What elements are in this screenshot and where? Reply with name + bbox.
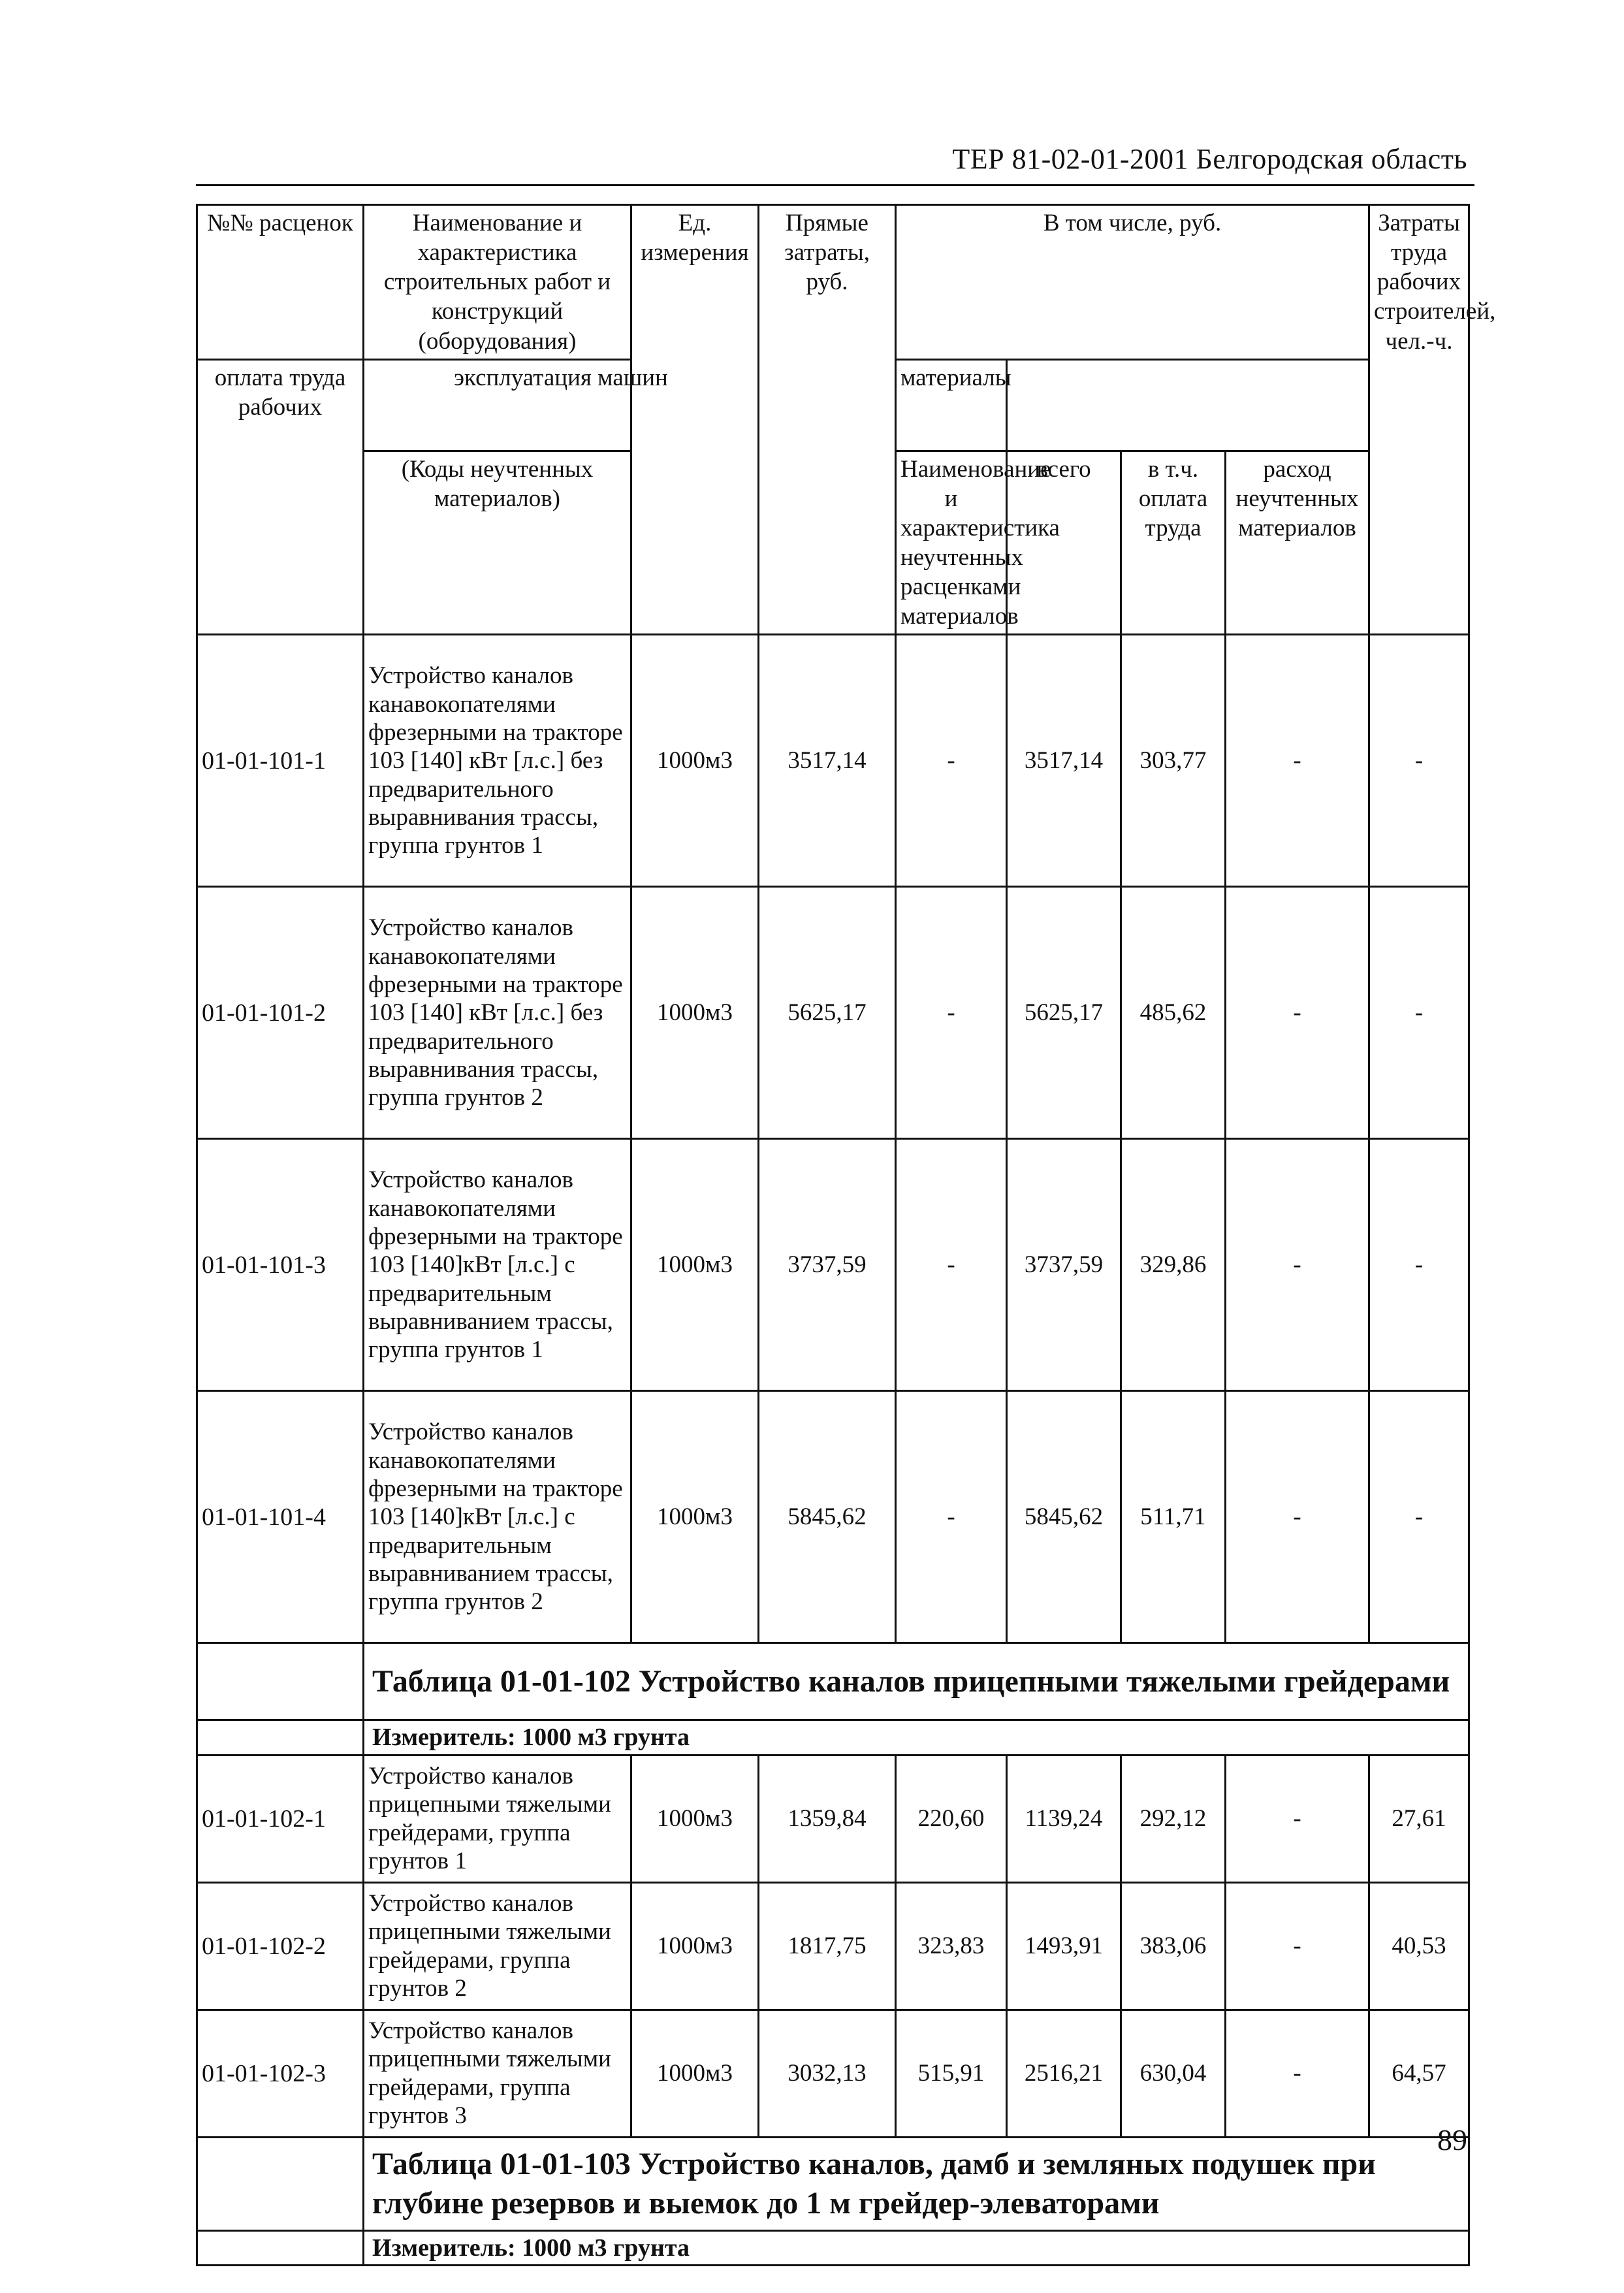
- materials: -: [1226, 1391, 1369, 1643]
- header-uncounted-codes: (Коды неучтенных материалов): [364, 451, 631, 635]
- machines-total: 5845,62: [1007, 1391, 1121, 1643]
- machines-labor: 383,06: [1121, 1882, 1226, 2010]
- direct-costs: 1817,75: [759, 1882, 896, 2010]
- rate-code: 01-01-102-1: [197, 1755, 364, 1882]
- labor-pay: 323,83: [896, 1882, 1007, 2010]
- unit: 1000м3: [631, 1882, 759, 2010]
- materials: -: [1226, 635, 1369, 887]
- table-row: [197, 1755, 1469, 1882]
- direct-costs: 3737,59: [759, 1139, 896, 1391]
- labor-hours: 40,53: [1369, 1882, 1469, 2010]
- unit: 1000м3: [631, 1755, 759, 1882]
- header-name: Наименование и характеристика строительных работ и конструкций (оборудования): [364, 205, 631, 360]
- header-rule: [196, 184, 1474, 186]
- labor-hours: 27,61: [1369, 1755, 1469, 1882]
- work-name: Устройство каналов прицепными тяжелыми грейдерами, группа грунтов 2: [364, 1882, 631, 2010]
- section-measure-102: Измеритель: 1000 м3 грунта: [364, 1720, 1469, 1755]
- labor-pay: -: [896, 1139, 1007, 1391]
- header-machines-labor: в т.ч. оплата труда: [1121, 451, 1226, 635]
- rates-table: [196, 204, 1496, 2266]
- table-row: [197, 1882, 1469, 2010]
- machines-labor: 303,77: [1121, 635, 1226, 887]
- unit: 1000м3: [631, 635, 759, 887]
- section-title-103: Таблица 01-01-103 Устройство каналов, дамб и земляных подушек при глубине резервов и выемок до 1 м грейдер-элеваторами: [364, 2137, 1469, 2230]
- rate-code: 01-01-101-1: [197, 635, 364, 887]
- machines-labor: 511,71: [1121, 1391, 1226, 1643]
- table-row: [197, 1139, 1469, 1391]
- work-name: Устройство каналов канавокопателями фрезерными на тракторе 103 [140]кВт [л.с.] с предварительным выравниванием трассы, группа грунтов 1: [364, 1139, 631, 1391]
- labor-pay: 515,91: [896, 2010, 1007, 2137]
- labor-hours: -: [1369, 1391, 1469, 1643]
- unit: 1000м3: [631, 2010, 759, 2137]
- header-materials: материалы: [896, 359, 1007, 451]
- header-unit: Ед. измерения: [631, 205, 759, 635]
- unit: 1000м3: [631, 887, 759, 1139]
- rate-code: 01-01-102-3: [197, 2010, 364, 2137]
- header-code: №№ расценок: [197, 205, 364, 360]
- materials: -: [1226, 1139, 1369, 1391]
- work-name: Устройство каналов канавокопателями фрезерными на тракторе 103 [140] кВт [л.с.] без предварительного выравнивания трассы, группа грунтов 1: [364, 635, 631, 887]
- direct-costs: 5845,62: [759, 1391, 896, 1643]
- machines-labor: 485,62: [1121, 887, 1226, 1139]
- work-name: Устройство каналов канавокопателями фрезерными на тракторе 103 [140] кВт [л.с.] без предварительного выравнивания трассы, группа грунтов 2: [364, 887, 631, 1139]
- header-including: В том числе, руб.: [896, 205, 1369, 360]
- table-row: [197, 2010, 1469, 2137]
- section-code-blank: [197, 1643, 364, 1720]
- machines-total: 5625,17: [1007, 887, 1121, 1139]
- labor-hours: -: [1369, 1139, 1469, 1391]
- direct-costs: 3517,14: [759, 635, 896, 887]
- machines-total: 3517,14: [1007, 635, 1121, 887]
- header-machines: эксплуатация машин: [364, 359, 759, 451]
- page-number: 89: [1437, 2123, 1467, 2157]
- page-header-title: ТЕР 81-02-01-2001 Белгородская область: [952, 143, 1467, 175]
- rate-code: 01-01-101-4: [197, 1391, 364, 1643]
- unit: 1000м3: [631, 1391, 759, 1643]
- table-row: [197, 887, 1469, 1139]
- section-code-blank: [197, 2137, 364, 2230]
- machines-total: 1139,24: [1007, 1755, 1121, 1882]
- machines-total: 1493,91: [1007, 1882, 1121, 2010]
- header-machines-total: всего: [1007, 451, 1121, 635]
- header-labor-hours: Затраты труда рабочих строителей, чел.-ч.: [1369, 205, 1469, 635]
- section-measure-103: Измеритель: 1000 м3 грунта: [364, 2230, 1469, 2265]
- materials: -: [1226, 1755, 1369, 1882]
- materials: -: [1226, 1882, 1369, 2010]
- table-row: [197, 1391, 1469, 1643]
- measure-code-blank: [197, 1720, 364, 1755]
- header-materials-uncounted: расход неучтенных материалов: [1226, 451, 1369, 635]
- header-uncounted-names: Наименование и характеристика неучтенных расценками материалов: [896, 451, 1007, 635]
- header-labor-pay: оплата труда рабочих: [197, 359, 364, 635]
- direct-costs: 3032,13: [759, 2010, 896, 2137]
- header-direct-costs: Прямые затраты, руб.: [759, 205, 896, 635]
- machines-labor: 329,86: [1121, 1139, 1226, 1391]
- machines-total: 2516,21: [1007, 2010, 1121, 2137]
- materials: -: [1226, 2010, 1369, 2137]
- measure-code-blank: [197, 2230, 364, 2265]
- rate-code: 01-01-102-2: [197, 1882, 364, 2010]
- work-name: Устройство каналов канавокопателями фрезерными на тракторе 103 [140]кВт [л.с.] с предварительным выравниванием трассы, группа грунтов 2: [364, 1391, 631, 1643]
- labor-hours: -: [1369, 635, 1469, 887]
- direct-costs: 1359,84: [759, 1755, 896, 1882]
- labor-pay: -: [896, 1391, 1007, 1643]
- labor-hours: -: [1369, 887, 1469, 1139]
- labor-hours: 64,57: [1369, 2010, 1469, 2137]
- unit: 1000м3: [631, 1139, 759, 1391]
- work-name: Устройство каналов прицепными тяжелыми грейдерами, группа грунтов 3: [364, 2010, 631, 2137]
- machines-labor: 630,04: [1121, 2010, 1226, 2137]
- section-title-102: Таблица 01-01-102 Устройство каналов прицепными тяжелыми грейдерами: [364, 1643, 1469, 1720]
- machines-total: 3737,59: [1007, 1139, 1121, 1391]
- direct-costs: 5625,17: [759, 887, 896, 1139]
- labor-pay: -: [896, 635, 1007, 887]
- machines-labor: 292,12: [1121, 1755, 1226, 1882]
- labor-pay: -: [896, 887, 1007, 1139]
- rate-code: 01-01-101-2: [197, 887, 364, 1139]
- table-row: [197, 635, 1469, 887]
- materials: -: [1226, 887, 1369, 1139]
- labor-pay: 220,60: [896, 1755, 1007, 1882]
- work-name: Устройство каналов прицепными тяжелыми грейдерами, группа грунтов 1: [364, 1755, 631, 1882]
- rate-code: 01-01-101-3: [197, 1139, 364, 1391]
